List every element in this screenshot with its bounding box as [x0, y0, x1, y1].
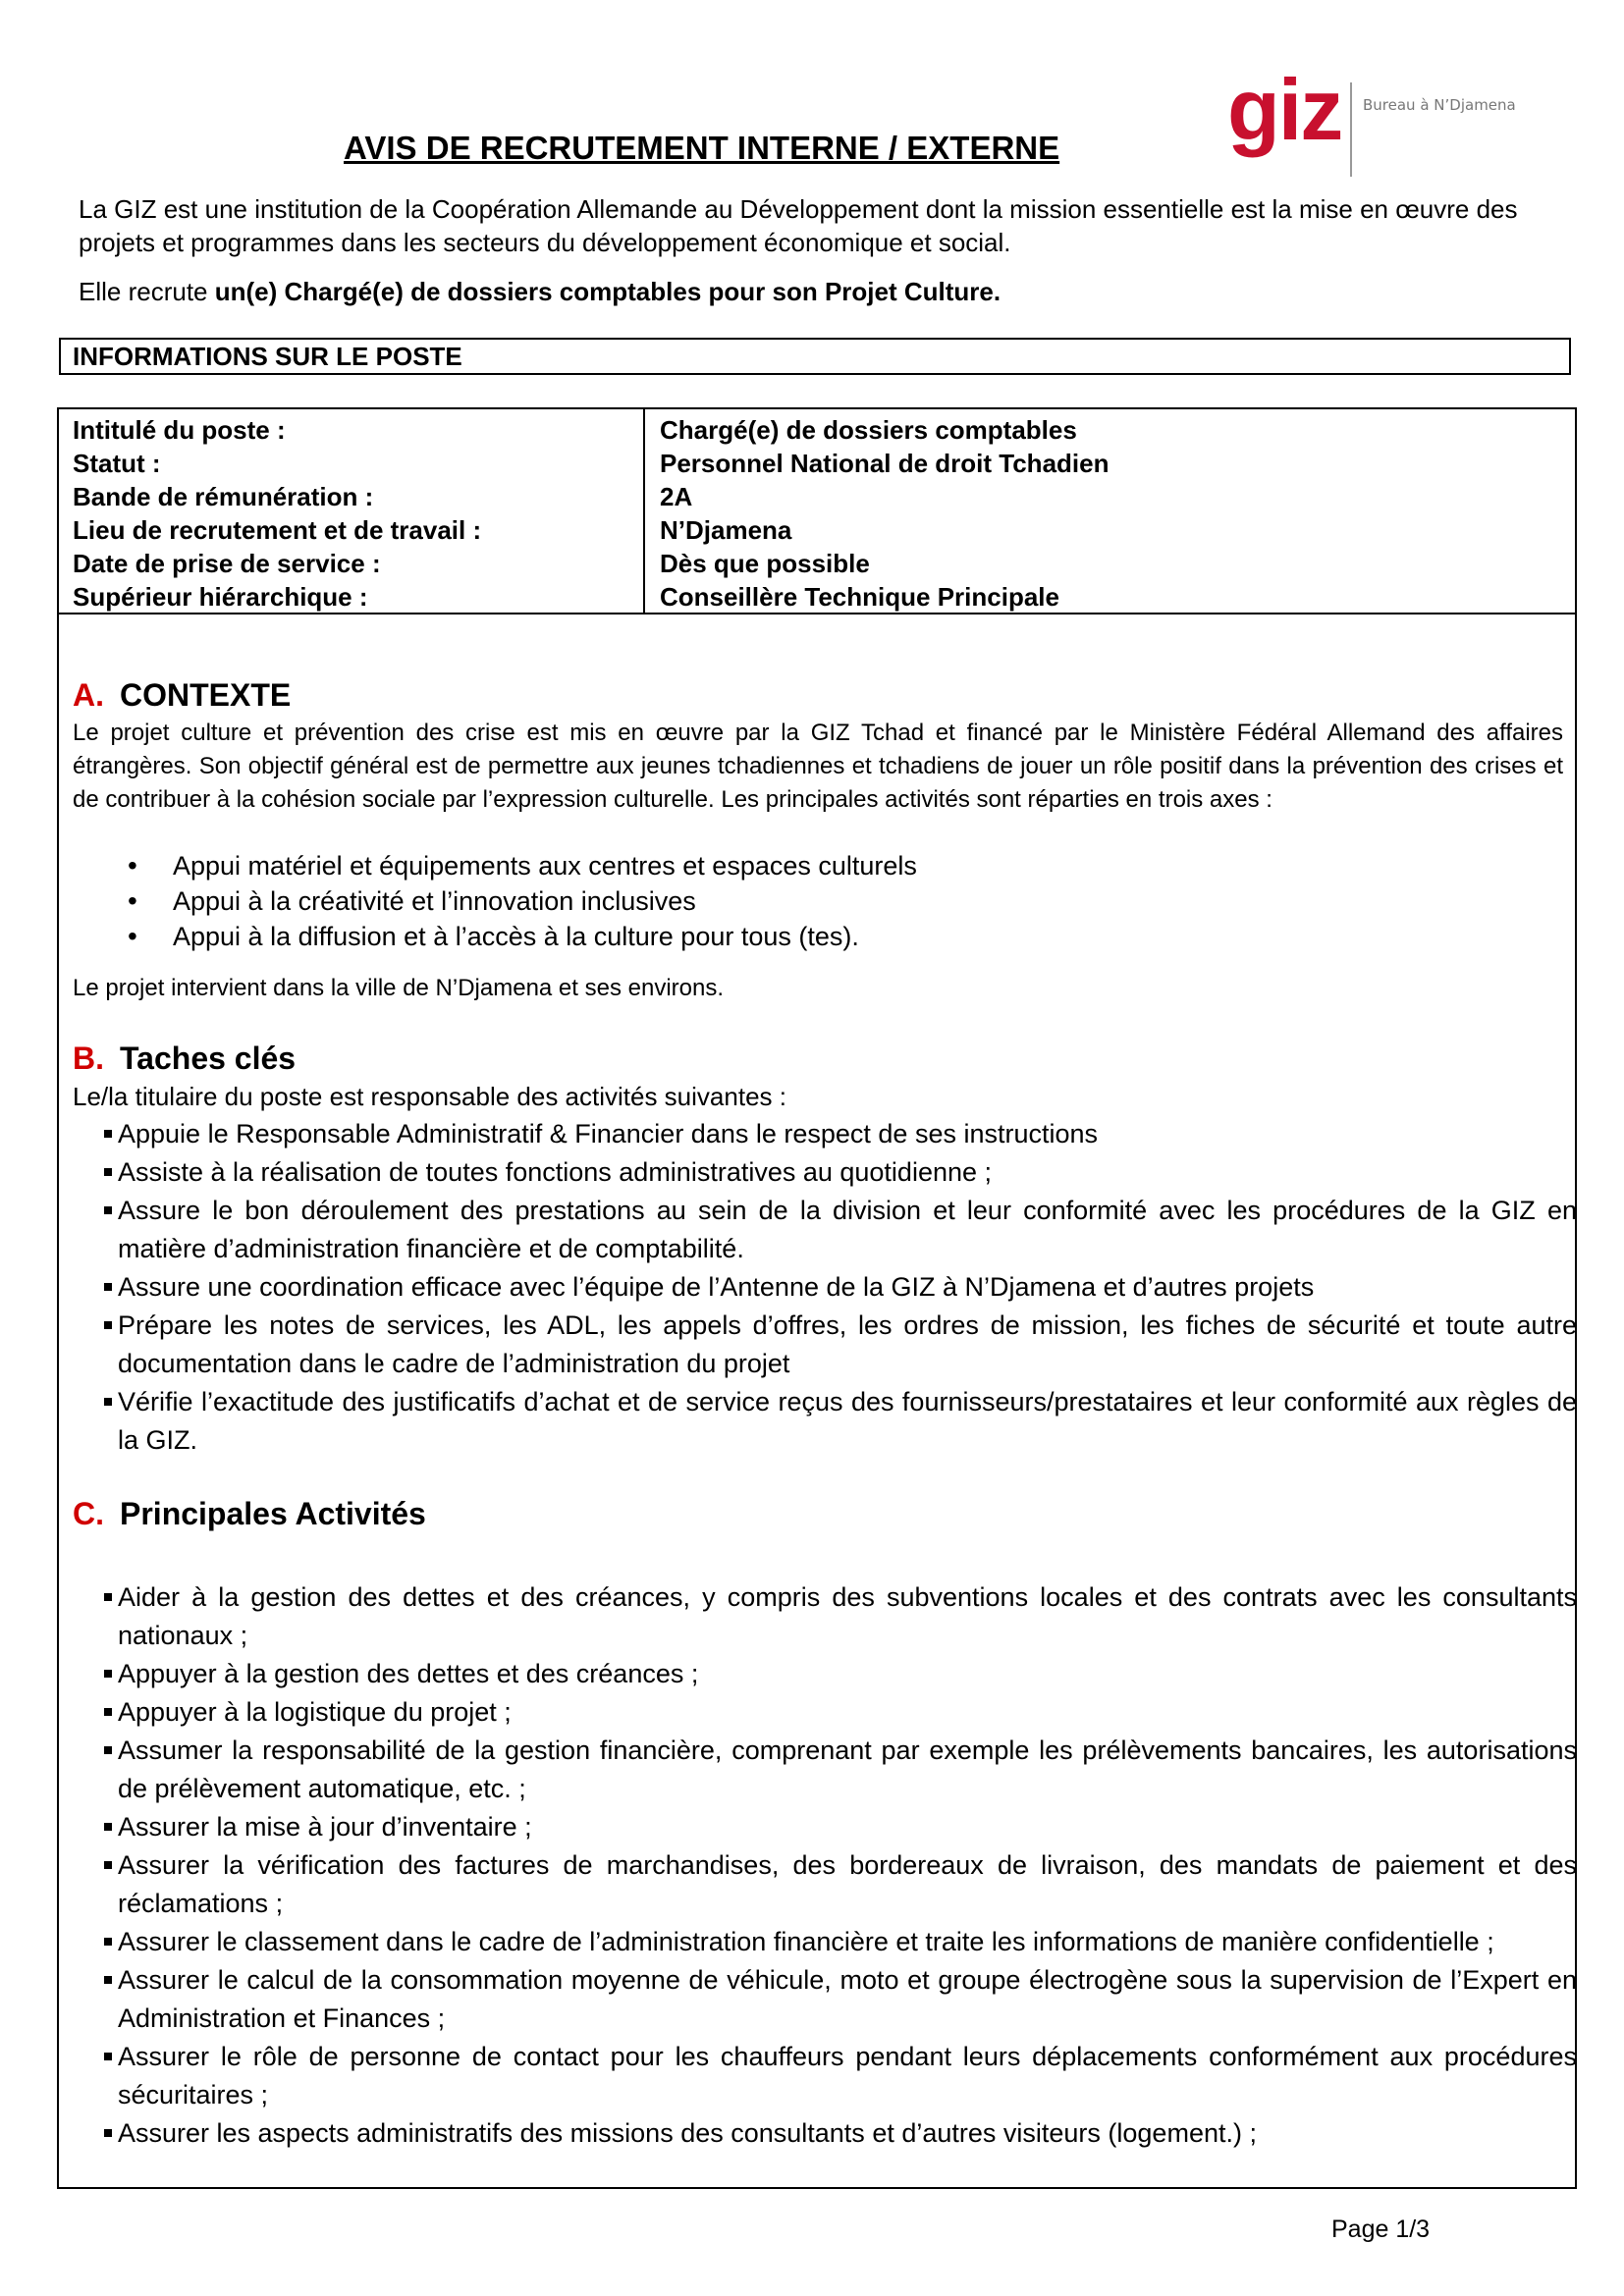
list-item: Assurer le rôle de personne de contact pour les chauffeurs pendant leurs déplacements conformément aux procédures sécuritaires ;	[73, 2038, 1577, 2114]
job-info-labels	[73, 413, 481, 614]
section-a-title: CONTEXTE	[120, 677, 292, 713]
label-statut: Statut :	[73, 449, 161, 478]
list-item: Vérifie l’exactitude des justificatifs d’achat et de service reçus des fournisseurs/prestataires et leur conformité aux règles de la GIZ.	[73, 1383, 1577, 1460]
logo-divider	[1350, 82, 1352, 177]
intro	[79, 192, 1571, 308]
section-a-bullets	[73, 848, 917, 954]
label-date: Date de prise de service :	[73, 549, 381, 578]
value-lieu: N’Djamena	[660, 515, 792, 545]
section-b-heading	[73, 1041, 296, 1077]
page-title: AVIS DE RECRUTEMENT INTERNE / EXTERNE	[344, 130, 1060, 166]
info-section-header: INFORMATIONS SUR LE POSTE	[59, 338, 1571, 375]
section-c-letter: C.	[73, 1496, 104, 1531]
value-superieur: Conseillère Technique Principale	[660, 582, 1059, 612]
list-item: Assure une coordination efficace avec l’équipe de l’Antenne de la GIZ à N’Djamena et d’autres projets	[73, 1268, 1577, 1307]
value-intitule: Chargé(e) de dossiers comptables	[660, 415, 1077, 445]
table-divider	[643, 409, 645, 613]
section-a-paragraph: Le projet culture et prévention des crise est mis en œuvre par la GIZ Tchad et financé par le Ministère Fédéral Allemand des affaires étrangères. Son objectif général est de permettre aux jeunes tchadiennes et tchadiens de jouer un rôle positif dans la prévention des crises et de contribuer à la cohésion sociale par l’expression culturelle. Les principales activités sont réparties en trois axes :	[73, 720, 1563, 813]
value-statut: Personnel National de droit Tchadien	[660, 449, 1110, 478]
list-item: Assiste à la réalisation de toutes fonctions administratives au quotidienne ;	[73, 1153, 1577, 1192]
list-item: Assurer la vérification des factures de marchandises, des bordereaux de livraison, des mandats de paiement et des réclamations ;	[73, 1846, 1577, 1923]
list-item: Assumer la responsabilité de la gestion financière, comprenant par exemple les prélèvements bancaires, les autorisations de prélèvement automatique, etc. ;	[73, 1732, 1577, 1808]
section-c-heading	[73, 1496, 426, 1532]
list-item: Assure le bon déroulement des prestations au sein de la division et leur conformité avec les procédures de la GIZ en matière d’administration financière et de comptabilité.	[73, 1192, 1577, 1268]
intro-recruit-line	[79, 275, 1571, 308]
section-b-intro: Le/la titulaire du poste est responsable des activités suivantes :	[73, 1082, 786, 1111]
page-number: Page 1/3	[1331, 2216, 1431, 2243]
giz-logo-wordmark: giz	[1227, 61, 1342, 158]
list-item: Assurer la mise à jour d’inventaire ;	[73, 1808, 1577, 1846]
list-item: • Appui matériel et équipements aux centres et espaces culturels	[73, 848, 917, 883]
intro-paragraph: La GIZ est une institution de la Coopération Allemande au Développement dont la mission essentielle est la mise en œuvre des projets et programmes dans les secteurs du développement économique et social.	[79, 194, 1518, 257]
section-c-title: Principales Activités	[120, 1496, 426, 1531]
section-a-closing: Le projet intervient dans la ville de N’Djamena et ses environs.	[73, 975, 725, 1001]
value-date: Dès que possible	[660, 549, 870, 578]
label-bande: Bande de rémunération :	[73, 482, 374, 511]
section-c-list	[73, 1578, 1577, 2153]
label-lieu: Lieu de recrutement et de travail :	[73, 515, 482, 545]
giz-logo	[1227, 61, 1522, 185]
list-item: Appuyer à la gestion des dettes et des créances ;	[73, 1655, 1577, 1693]
section-b-list	[73, 1115, 1577, 1460]
list-item: Assurer le calcul de la consommation moyenne de véhicule, moto et groupe électrogène sous la supervision de l’Expert en Administration et Finances ;	[73, 1961, 1577, 2038]
intro-recruit-position: un(e) Chargé(e) de dossiers comptables pour son Projet Culture.	[214, 277, 1001, 306]
job-info-values	[660, 413, 1109, 614]
list-item: Assurer les aspects administratifs des missions des consultants et d’autres visiteurs (logement.) ;	[73, 2114, 1577, 2153]
main-content-box	[57, 407, 1577, 2189]
list-item: Appuyer à la logistique du projet ;	[73, 1693, 1577, 1732]
job-info-table	[59, 409, 1575, 614]
list-item: • Appui à la diffusion et à l’accès à la culture pour tous (tes).	[73, 919, 917, 954]
list-item: Assurer le classement dans le cadre de l’administration financière et traite les informations de manière confidentielle ;	[73, 1923, 1577, 1961]
label-intitule: Intitulé du poste :	[73, 415, 286, 445]
list-item: Appuie le Responsable Administratif & Financier dans le respect de ses instructions	[73, 1115, 1577, 1153]
logo-office-text: Bureau à N’Djamena	[1363, 96, 1516, 114]
label-superieur: Supérieur hiérarchique :	[73, 582, 368, 612]
value-bande: 2A	[660, 482, 693, 511]
section-b-title: Taches clés	[120, 1041, 297, 1076]
section-b-letter: B.	[73, 1041, 104, 1076]
list-item: Aider à la gestion des dettes et des créances, y compris des subventions locales et des contrats avec les consultants nationaux ;	[73, 1578, 1577, 1655]
list-item: Prépare les notes de services, les ADL, les appels d’offres, les ordres de mission, les fiches de sécurité et toute autre documentation dans le cadre de l’administration du projet	[73, 1307, 1577, 1383]
intro-recruit-prefix: Elle recrute	[79, 277, 215, 306]
section-a-letter: A.	[73, 677, 104, 713]
list-item: • Appui à la créativité et l’innovation inclusives	[73, 883, 917, 919]
section-a-heading	[73, 677, 291, 714]
